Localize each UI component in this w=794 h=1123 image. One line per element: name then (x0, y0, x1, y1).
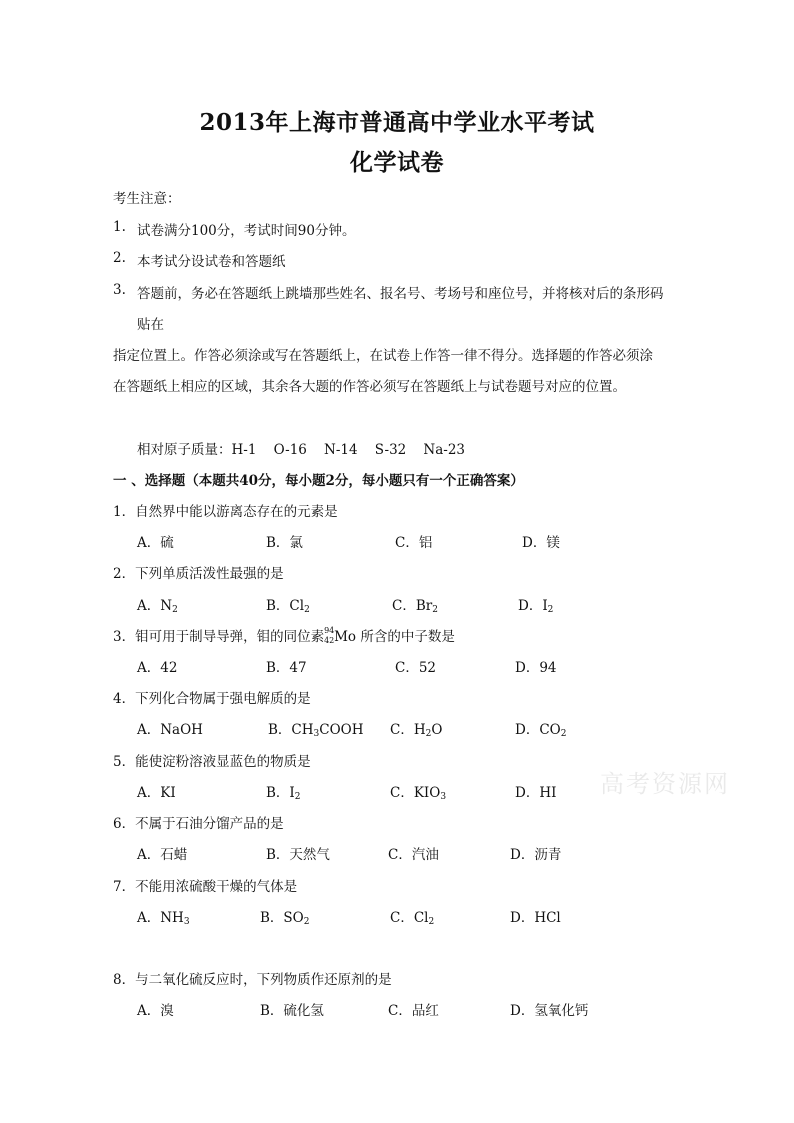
notice-paragraph-line-1: 指定位置上。作答必须涂或写在答题纸上，在试卷上作答一律不得分。选择题的作答必须涂 (113, 348, 653, 364)
question-3-stem: 3．钼可用于制导导弹，钼的同位素 94 42 Mo 所含的中子数是 (113, 626, 455, 645)
question-1-option-b: B．氯 (266, 535, 303, 551)
isotope-notation: 94 42 (324, 626, 335, 645)
notice-item-3: 答题前，务必在答题纸上跳墙那些姓名、报名号、考场号和座位号，并将核对后的条形码 (137, 286, 664, 302)
question-4-option-d: D．$CO_2$ (515, 722, 567, 739)
section-heading: 一 、选择题（本题共40分，每小题2分，每小题只有一个正确答案） (113, 473, 524, 489)
question-2-option-d: D．$I_2$ (518, 598, 554, 615)
question-8-stem: 8．与二氧化硫反应时，下列物质作还原剂的是 (113, 972, 392, 988)
question-3-option-b: B．47 (266, 660, 307, 676)
question-7-option-c: C．$Cl_2$ (390, 910, 435, 927)
exam-title: 2013年上海市普通高中学业水平考试 (199, 109, 595, 136)
watermark: 高考资源网 (600, 770, 730, 798)
question-7-option-a: A．$NH_3$ (137, 910, 190, 927)
question-4-option-b: B．$CH_3COOH$ (268, 722, 364, 739)
question-1-option-d: D．镁 (522, 535, 560, 551)
question-6-option-c: C．汽油 (388, 847, 439, 863)
question-5-stem: 5．能使淀粉溶液显蓝色的物质是 (113, 754, 311, 770)
question-3-option-a: A．42 (137, 660, 178, 676)
atomic-mass-line: 相对原子质量：H-1 O-16 N-14 S-32 Na-23 (137, 442, 466, 458)
question-6-option-a: A．石蜡 (137, 847, 188, 863)
question-5-option-d: D．HI (515, 785, 557, 801)
notice-item-2-num: 2. (113, 250, 126, 266)
question-1-stem: 1．自然界中能以游离态存在的元素是 (113, 504, 338, 520)
question-5-option-b: B．$I_2$ (266, 785, 301, 802)
notice-paragraph-line-2: 在答题纸上相应的区域，其余各大题的作答必须写在答题纸上与试卷题号对应的位置。 (113, 379, 626, 395)
question-5-option-a: A．KI (137, 785, 176, 801)
question-8-option-b: B．硫化氢 (260, 1003, 324, 1019)
exam-subtitle: 化学试卷 (350, 149, 444, 176)
question-2-stem: 2．下列单质活泼性最强的是 (113, 566, 284, 582)
question-6-stem: 6．不属于石油分馏产品的是 (113, 816, 284, 832)
question-8-option-c: C．品红 (388, 1003, 439, 1019)
question-1-option-a: A．硫 (137, 535, 174, 551)
question-2-option-b: B．$Cl_2$ (266, 598, 310, 615)
question-8-option-a: A．溴 (137, 1003, 174, 1019)
question-6-option-b: B．天然气 (266, 847, 330, 863)
question-7-option-d: D．HCl (510, 910, 561, 926)
question-7-stem: 7．不能用浓硫酸干燥的气体是 (113, 879, 298, 895)
question-4-stem: 4．下列化合物属于强电解质的是 (113, 691, 311, 707)
question-3-option-d: D．94 (515, 660, 557, 676)
question-4-option-c: C．$H_2O$ (390, 722, 443, 739)
question-8-option-d: D．氢氧化钙 (510, 1003, 589, 1019)
question-4-option-a: A．NaOH (137, 722, 203, 738)
notice-item-1: 试卷满分100分，考试时间90分钟。 (137, 223, 356, 239)
question-5-option-c: C．$KIO_3$ (390, 785, 447, 802)
question-6-option-d: D．沥青 (510, 847, 562, 863)
notice-item-2: 本考试分设试卷和答题纸 (137, 254, 286, 270)
notice-heading: 考生注意： (113, 191, 181, 207)
question-2-option-c: C．$Br_2$ (392, 598, 438, 615)
question-2-option-a: A．$N_2$ (137, 598, 178, 615)
question-1-option-c: C．铝 (395, 535, 433, 551)
question-3-option-c: C．52 (395, 660, 437, 676)
question-7-option-b: B．$SO_2$ (260, 910, 310, 927)
notice-item-3-num: 3. (113, 282, 126, 298)
notice-item-1-num: 1. (113, 219, 126, 235)
notice-item-3-wrap: 贴在 (137, 317, 164, 333)
